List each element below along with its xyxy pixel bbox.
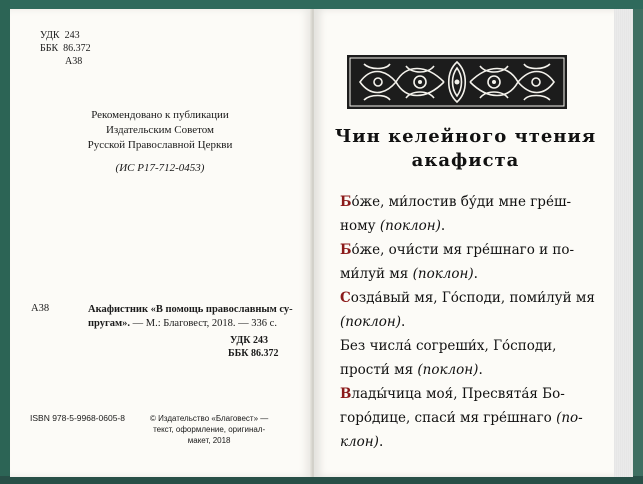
rubric-note: (поклон) bbox=[340, 314, 402, 330]
recommend-line: Русской Православной Церкви bbox=[87, 139, 233, 151]
rubric-note: (поклон) bbox=[379, 218, 441, 234]
bib-mark: А38 bbox=[31, 303, 50, 314]
copyright-line: макет, 2018 bbox=[187, 436, 231, 445]
page-title-line-2: акафиста bbox=[411, 150, 520, 171]
bbk-value: 86.372 bbox=[63, 43, 91, 54]
left-page bbox=[10, 9, 312, 477]
prayer-text: Без числа́ согреши́х, Го́споди, bbox=[340, 338, 557, 354]
prayer-4 bbox=[340, 334, 556, 382]
udk-label: УДК bbox=[40, 30, 60, 41]
recommend-line: Рекомендовано к публикации bbox=[91, 109, 229, 121]
right-page bbox=[314, 9, 617, 477]
copyright-line: © Издательство «Благовест» — bbox=[150, 414, 269, 423]
bbk-line bbox=[40, 43, 91, 55]
recommend-block bbox=[60, 108, 260, 153]
udk-line bbox=[40, 30, 80, 42]
rubric-note: (поклон) bbox=[417, 362, 479, 378]
bib-record bbox=[88, 303, 293, 331]
prayer-text: прости́ мя bbox=[340, 362, 418, 378]
prayer-text: . bbox=[401, 314, 406, 330]
book-cover-top bbox=[0, 0, 643, 9]
prayer-3 bbox=[340, 286, 595, 334]
isbn: ISBN 978-5-9968-0605-8 bbox=[30, 413, 125, 423]
udk-value: 243 bbox=[64, 30, 80, 41]
bib-title-end: пругам». bbox=[88, 318, 131, 329]
prayer-text: озда́вый мя, Го́споди, поми́луй мя bbox=[350, 290, 595, 306]
prayer-text: ному bbox=[340, 218, 380, 234]
bbk-label: ББК bbox=[40, 43, 59, 54]
rubric-note: клон) bbox=[340, 434, 379, 450]
rubric-initial: В bbox=[340, 386, 352, 402]
page-edges bbox=[614, 9, 633, 477]
prayer-text: о́же, ми́лостив бу́ди мне гре́ш- bbox=[351, 194, 572, 210]
book-cover-bottom bbox=[0, 476, 643, 484]
rubric-initial: Б bbox=[340, 194, 352, 210]
page-title: Чин келейного чтения bbox=[334, 126, 597, 147]
prayer-text: о́же, очи́сти мя гре́шнаго и по- bbox=[351, 242, 575, 258]
author-mark: А38 bbox=[65, 56, 83, 67]
prayer-text: лады́чица моя́, Пресвята́я Бо- bbox=[351, 386, 565, 402]
udk-bottom: УДК 243 bbox=[230, 335, 268, 346]
bbk-bottom: ББК 86.372 bbox=[228, 348, 279, 359]
is-number: (ИС Р17-712-0453) bbox=[115, 162, 205, 174]
rubric-initial: Б bbox=[340, 242, 352, 258]
bib-title: Акафистник «В помощь православным су- bbox=[88, 304, 293, 315]
prayer-5 bbox=[340, 382, 583, 454]
book-cover-left bbox=[0, 0, 10, 484]
rubric-initial: С bbox=[340, 290, 351, 306]
prayer-text: . bbox=[440, 218, 446, 234]
prayer-text: . bbox=[473, 266, 478, 282]
bib-publisher: — М.: Благовест, 2018. — 336 с. bbox=[130, 318, 277, 329]
recommend-line: Издательским Советом bbox=[105, 124, 215, 136]
prayer-text: ми́луй мя bbox=[340, 266, 413, 282]
prayer-text: горо́дице, спаси́ мя гре́шнаго bbox=[340, 410, 557, 426]
rubric-note: (по- bbox=[556, 410, 583, 426]
copyright-line: текст, оформление, оригинал- bbox=[153, 425, 266, 434]
ornament-headpiece bbox=[346, 54, 568, 110]
copyright bbox=[150, 413, 268, 446]
prayer-2 bbox=[340, 238, 574, 286]
prayer-1 bbox=[340, 190, 571, 238]
rubric-note: (поклон) bbox=[412, 266, 474, 282]
prayer-text: . bbox=[378, 434, 384, 450]
prayer-text: . bbox=[478, 362, 483, 378]
